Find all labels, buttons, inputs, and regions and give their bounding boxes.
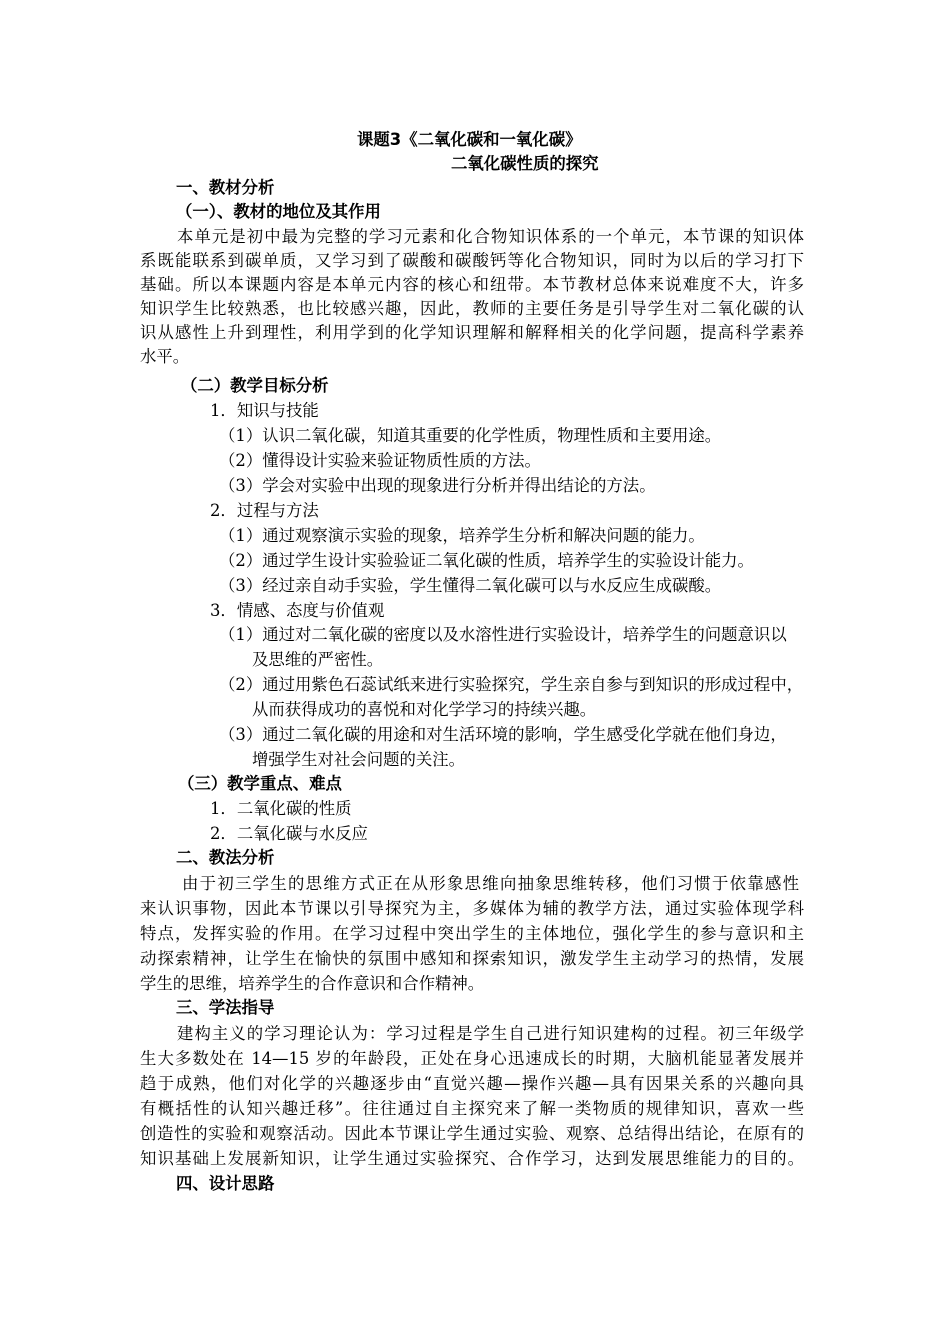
paragraph-line: 由于初三学生的思维方式正在从形象思维向抽象思维转移，他们习惯于依靠感性 <box>182 874 799 893</box>
document-title: 课题3《二氧化碳和一氧化碳》 <box>357 130 582 149</box>
section-heading-1: 一、教材分析 <box>176 178 275 197</box>
paragraph-line: 知识基础上发展新知识，让学生通过实验探究、合作学习，达到发展思维能力的目的。 <box>140 1149 804 1168</box>
subsection-heading-1-3: （三）教学重点、难点 <box>178 774 342 793</box>
goal-item: （3）通过二氧化碳的用途和对生活环境的影响，学生感受化学就在他们身边， <box>219 725 787 744</box>
goal-item: （1）通过对二氧化碳的密度以及水溶性进行实验设计，培养学生的问题意识以 <box>219 625 787 644</box>
key-point-item: 2．二氧化碳与水反应 <box>210 824 368 843</box>
paragraph-line: 基础。所以本课题内容是本单元内容的核心和纽带。本节教材总体来说难度不大，许多 <box>140 275 804 294</box>
document-subtitle: 二氧化碳性质的探究 <box>451 154 599 173</box>
paragraph-line: 生大多数处在 14—15 岁的年龄段，正处在身心迅速成长的时期，大脑机能显著发展并 <box>140 1049 804 1068</box>
paragraph-line: 动探索精神，让学生在愉快的氛围中感知和探索知识，激发学生主动学习的热情，发展 <box>140 949 804 968</box>
goal-item: （2）懂得设计实验来验证物质性质的方法。 <box>219 451 541 470</box>
goal-item-continuation: 从而获得成功的喜悦和对化学学习的持续兴趣。 <box>252 700 597 719</box>
paragraph-line: 特点，发挥实验的作用。在学习过程中突出学生的主体地位，强化学生的参与意识和主 <box>140 924 804 943</box>
paragraph-line: 识从感性上升到理性，利用学到的化学知识理解和解释相关的化学问题，提高科学素养 <box>140 323 804 342</box>
section-heading-2: 二、教法分析 <box>176 848 275 867</box>
paragraph-line: 系既能联系到碳单质，又学习到了碳酸和碳酸钙等化合物知识，同时为以后的学习打下 <box>140 251 804 270</box>
subsection-heading-1-1: （一）、教材的地位及其作用 <box>176 202 381 221</box>
goal-item: （1）认识二氧化碳，知道其重要的化学性质，物理性质和主要用途。 <box>219 426 722 445</box>
goal-item: （1）通过观察演示实验的现象，培养学生分析和解决问题的能力。 <box>219 526 705 545</box>
paragraph-line: 学生的思维，培养学生的合作意识和合作精神。 <box>140 974 485 993</box>
subsection-heading-1-2: （二）教学目标分析 <box>181 376 329 395</box>
goal-item-continuation: 增强学生对社会问题的关注。 <box>252 750 466 769</box>
paragraph-line: 有概括性的认知兴趣迁移”。往往通过自主探究来了解一类物质的规律知识，喜欢一些 <box>140 1099 804 1118</box>
paragraph-line: 创造性的实验和观察活动。因此本节课让学生通过实验、观察、总结得出结论，在原有的 <box>140 1124 804 1143</box>
goal-item: （3）经过亲自动手实验，学生懂得二氧化碳可以与水反应生成碳酸。 <box>219 576 722 595</box>
section-heading-3: 三、学法指导 <box>176 998 275 1017</box>
paragraph-line: 本单元是初中最为完整的学习元素和化合物知识体系的一个单元，本节课的知识体 <box>177 227 804 246</box>
goal-group-title: 2．过程与方法 <box>210 501 319 520</box>
paragraph-line: 建构主义的学习理论认为：学习过程是学生自己进行知识建构的过程。初三年级学 <box>177 1024 804 1043</box>
paragraph-line: 趋于成熟，他们对化学的兴趣逐步由“直觉兴趣—操作兴趣—具有因果关系的兴趣向具 <box>140 1074 804 1093</box>
goal-group-title: 3．情感、态度与价值观 <box>210 601 385 620</box>
key-point-item: 1．二氧化碳的性质 <box>210 799 352 818</box>
goal-group-title: 1．知识与技能 <box>210 401 319 420</box>
paragraph-line: 知识学生比较熟悉，也比较感兴趣，因此，教师的主要任务是引导学生对二氧化碳的认 <box>140 299 804 318</box>
goal-item: （2）通过用紫色石蕊试纸来进行实验探究，学生亲自参与到知识的形成过程中， <box>219 675 804 694</box>
section-heading-4: 四、设计思路 <box>176 1174 275 1193</box>
goal-item-continuation: 及思维的严密性。 <box>252 650 384 669</box>
goal-item: （2）通过学生设计实验验证二氧化碳的性质，培养学生的实验设计能力。 <box>219 551 754 570</box>
paragraph-line: 水平。 <box>140 347 190 366</box>
goal-item: （3）学会对实验中出现的现象进行分析并得出结论的方法。 <box>219 476 656 495</box>
paragraph-line: 来认识事物，因此本节课以引导探究为主，多媒体为辅的教学方法，通过实验体现学科 <box>140 899 804 918</box>
